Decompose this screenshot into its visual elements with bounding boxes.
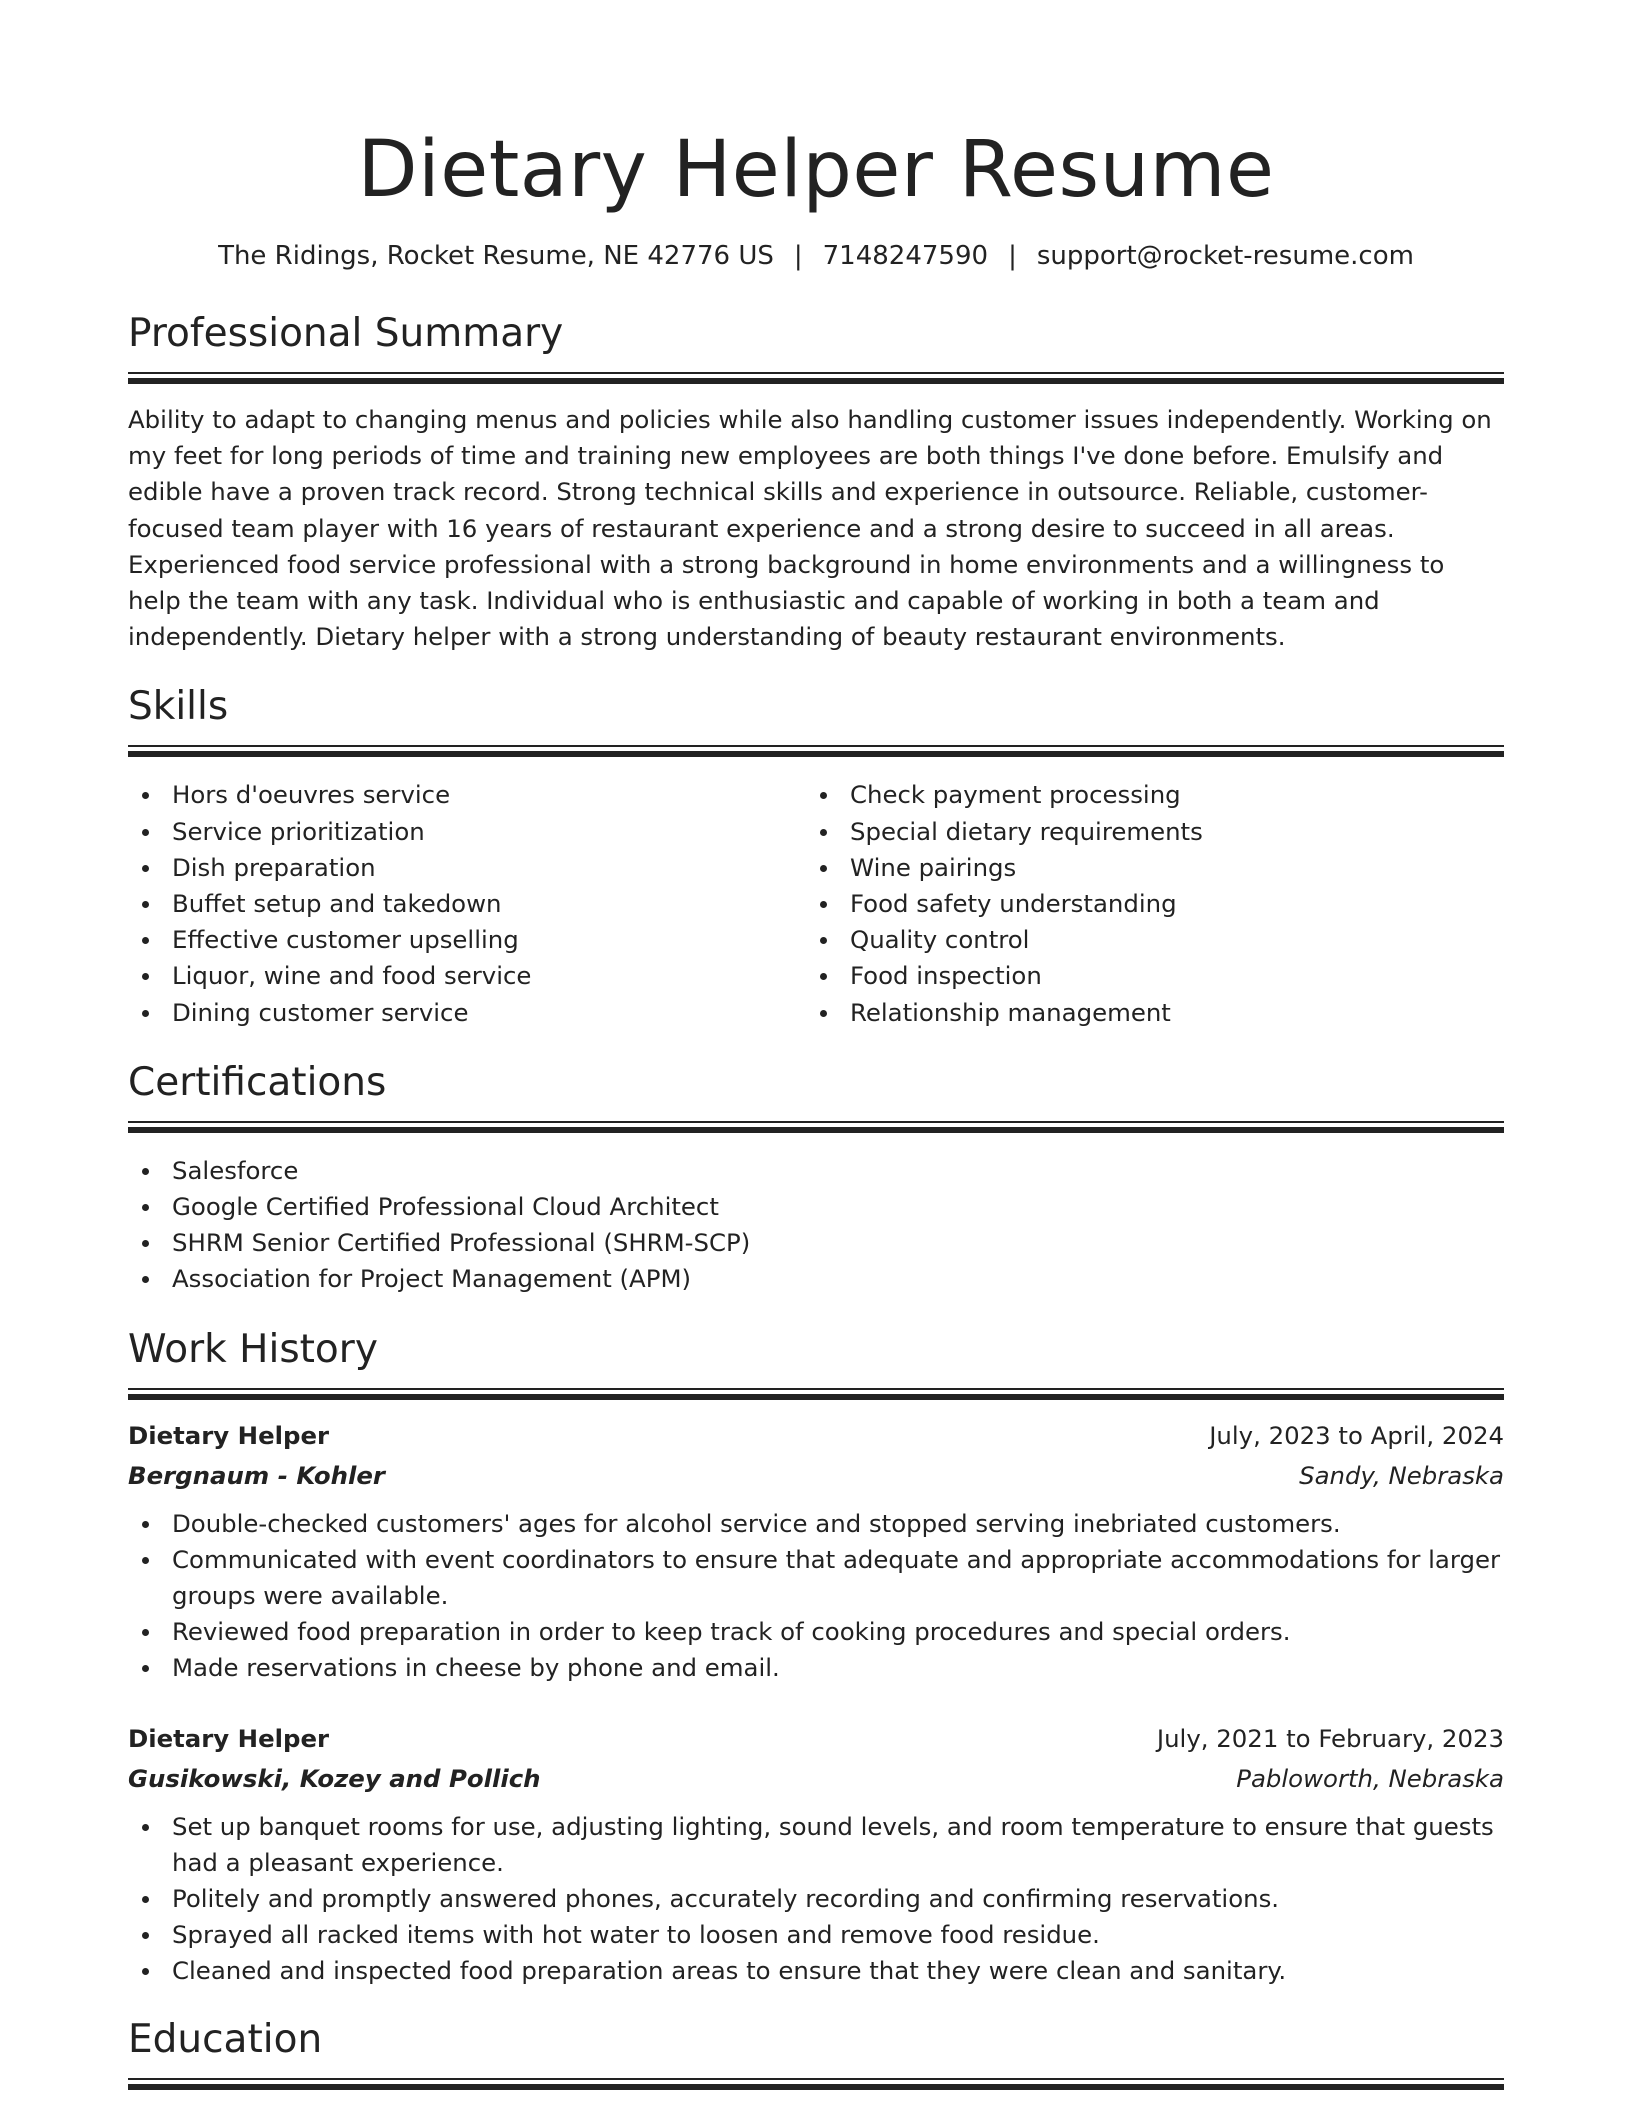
job-company: Gusikowski, Kozey and Pollich <box>128 1763 541 1793</box>
education-section <box>128 2014 1504 2090</box>
job-bullet: Set up banquet rooms for use, adjusting lighting, sound levels, and room temperature to ensure that guests had a pleasant experience. <box>128 1809 1504 1881</box>
contact-line <box>128 238 1504 274</box>
skill-item: Check payment processing <box>806 777 1504 813</box>
skill-item: Buffet setup and takedown <box>128 886 806 922</box>
skill-item: Food safety understanding <box>806 886 1504 922</box>
job-dates: July, 2021 to February, 2023 <box>1156 1723 1504 1753</box>
job-subheader <box>128 1759 1504 1799</box>
job-bullets <box>128 1809 1504 1990</box>
work-history-heading: Work History <box>128 1326 378 1372</box>
work-history-section <box>128 1324 1504 1990</box>
job-entry <box>128 1719 1504 1990</box>
skill-item: Dining customer service <box>128 995 806 1031</box>
skill-item: Food inspection <box>806 958 1504 994</box>
resume-title: Dietary Helper Resume <box>357 125 1275 215</box>
summary-heading: Professional Summary <box>128 311 564 356</box>
job-header <box>128 1416 1504 1456</box>
skill-item: Wine pairings <box>806 850 1504 886</box>
certification-item: SHRM Senior Certified Professional (SHRM-SCP) <box>128 1225 1504 1261</box>
skill-item: Relationship management <box>806 995 1504 1031</box>
job-bullet: Politely and promptly answered phones, accurately recording and confirming reservations. <box>128 1881 1504 1917</box>
contact-separator: | <box>793 241 803 271</box>
job-title: Dietary Helper <box>128 1420 330 1450</box>
skills-section <box>128 681 1504 1030</box>
job-dates: July, 2023 to April, 2024 <box>1209 1420 1504 1450</box>
job-bullet: Reviewed food preparation in order to keep track of cooking procedures and special orders. <box>128 1614 1504 1650</box>
section-divider <box>128 372 1504 384</box>
skills-list-right <box>806 777 1504 1030</box>
skills-heading: Skills <box>128 684 229 730</box>
section-divider <box>128 1121 1504 1133</box>
contact-phone: 7148247590 <box>822 241 989 271</box>
job-bullet: Sprayed all racked items with hot water to loosen and remove food residue. <box>128 1917 1504 1953</box>
certifications-heading: Certifications <box>128 1059 387 1105</box>
skill-item: Hors d'oeuvres service <box>128 777 806 813</box>
job-entry <box>128 1416 1504 1687</box>
contact-address: The Ridings, Rocket Resume, NE 42776 US <box>218 241 774 271</box>
job-bullet: Made reservations in cheese by phone and email. <box>128 1650 1504 1686</box>
job-location: Pabloworth, Nebraska <box>1236 1763 1504 1793</box>
contact-separator: | <box>1008 241 1017 271</box>
education-heading: Education <box>128 2016 323 2062</box>
skill-item: Special dietary requirements <box>806 814 1504 850</box>
job-bullets <box>128 1506 1504 1687</box>
certification-item: Salesforce <box>128 1153 1504 1189</box>
skill-item: Service prioritization <box>128 814 806 850</box>
skill-item: Quality control <box>806 922 1504 958</box>
contact-email: support@rocket-resume.com <box>1036 241 1414 271</box>
skill-item: Effective customer upselling <box>128 922 806 958</box>
job-header <box>128 1719 1504 1759</box>
job-bullet: Double-checked customers' ages for alcohol service and stopped serving inebriated customers. <box>128 1506 1504 1542</box>
summary-section <box>128 308 1504 655</box>
job-bullet: Communicated with event coordinators to ensure that adequate and appropriate accommodations for larger groups were available. <box>128 1542 1504 1614</box>
section-divider <box>128 745 1504 757</box>
job-location: Sandy, Nebraska <box>1299 1460 1504 1490</box>
job-company: Bergnaum - Kohler <box>128 1460 385 1490</box>
certifications-section <box>128 1057 1504 1298</box>
skills-columns <box>128 777 1504 1030</box>
job-subheader <box>128 1456 1504 1496</box>
certification-item: Association for Project Management (APM) <box>128 1261 1504 1297</box>
resume-page <box>128 0 1504 2090</box>
summary-text: Ability to adapt to changing menus and policies while also handling customer issues independently. Working on my feet for long periods of time and training new employees are both things I've done before. Emulsify and edible have a proven track record. Strong technical skills and experience in outsource. Reliable, customer-focused team player with 16 years of restaurant experience and a strong desire to succeed in all areas. Experienced food service professional with a strong background in home environments and a willingness to help the team with any task. Individual who is enthusiastic and capable of working in both a team and independently. Dietary helper with a strong understanding of beauty restaurant environments. <box>128 405 1492 652</box>
skill-item: Liquor, wine and food service <box>128 958 806 994</box>
certification-item: Google Certified Professional Cloud Architect <box>128 1189 1504 1225</box>
section-divider <box>128 1388 1504 1400</box>
skill-item: Dish preparation <box>128 850 806 886</box>
section-divider <box>128 2078 1504 2090</box>
skills-list-left <box>128 777 806 1030</box>
job-title: Dietary Helper <box>128 1723 330 1753</box>
job-bullet: Cleaned and inspected food preparation areas to ensure that they were clean and sanitary. <box>128 1953 1504 1989</box>
certifications-list <box>128 1153 1504 1298</box>
